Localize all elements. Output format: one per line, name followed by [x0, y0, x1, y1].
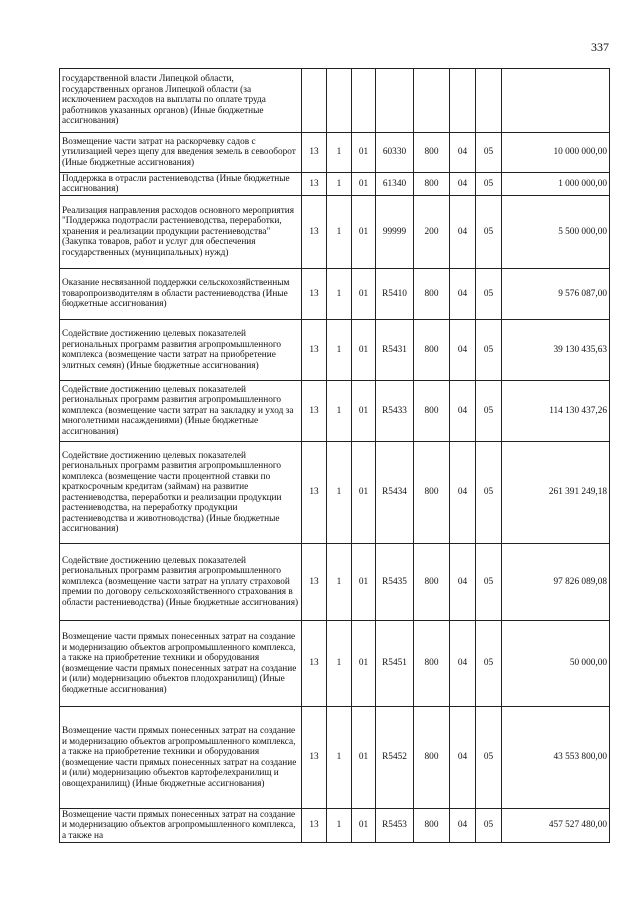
- row-code-cell: 800: [414, 621, 450, 707]
- table-row: [60, 381, 610, 442]
- row-code-cell: 01: [352, 809, 376, 843]
- row-code-cell: 1: [327, 442, 352, 544]
- row-code-cell: 04: [450, 133, 476, 173]
- row-code-cell: 01: [352, 707, 376, 809]
- row-code-cell: R5431: [376, 320, 414, 381]
- row-code-cell: 1: [327, 320, 352, 381]
- row-code-cell: 05: [476, 133, 502, 173]
- row-sum-cell: 5 500 000,00: [502, 196, 610, 269]
- row-code-cell: 1: [327, 381, 352, 442]
- row-code-cell: 01: [352, 173, 376, 196]
- row-code-cell: [414, 69, 450, 133]
- row-code-cell: 800: [414, 320, 450, 381]
- row-code-cell: 04: [450, 320, 476, 381]
- row-code-cell: 13: [302, 544, 327, 621]
- row-code-cell: R5452: [376, 707, 414, 809]
- row-code-cell: 800: [414, 173, 450, 196]
- row-code-cell: 1: [327, 196, 352, 269]
- row-sum-cell: 457 527 480,00: [502, 809, 610, 843]
- row-sum-cell: 261 391 249,18: [502, 442, 610, 544]
- row-code-cell: 13: [302, 442, 327, 544]
- row-name-cell: Содействие достижению целевых показателей региональных программ развития агропромышленного комплекса (возмещение части процентной ставки по краткосрочным кредитам (займам) на развитие растениеводства, переработки и реализации продукции растениеводства, на переработку продукции растениеводства и животноводства) (Иные бюджетные ассигнования): [60, 442, 302, 544]
- table-row: [60, 173, 610, 196]
- row-code-cell: 800: [414, 133, 450, 173]
- row-code-cell: 13: [302, 621, 327, 707]
- row-code-cell: [450, 69, 476, 133]
- row-code-cell: 800: [414, 809, 450, 843]
- row-code-cell: 1: [327, 621, 352, 707]
- row-name-cell: Реализация направления расходов основного мероприятия "Поддержка подотрасли растениеводства, переработки, хранения и реализации продукции растениеводства" (Закупка товаров, работ и услуг для обеспечения государственных (муниципальных) нужд): [60, 196, 302, 269]
- row-name-cell: Содействие достижению целевых показателей региональных программ развития агропромышленного комплекса (возмещение части затрат на приобретение элитных семян) (Иные бюджетные ассигнования): [60, 320, 302, 381]
- row-code-cell: 01: [352, 544, 376, 621]
- row-code-cell: 01: [352, 133, 376, 173]
- row-sum-cell: 97 826 089,08: [502, 544, 610, 621]
- table-row: [60, 621, 610, 707]
- row-code-cell: 99999: [376, 196, 414, 269]
- row-code-cell: 01: [352, 381, 376, 442]
- row-sum-cell: 1 000 000,00: [502, 173, 610, 196]
- row-code-cell: 60330: [376, 133, 414, 173]
- row-name-cell: Возмещение части прямых понесенных затрат на создание и модернизацию объектов агропромышленного комплекса, а также на приобретение техники и оборудования (возмещение части прямых понесенных затрат на создание и (или) модернизацию объектов плодохранилищ) (Иные бюджетные ассигнования): [60, 621, 302, 707]
- row-code-cell: 04: [450, 809, 476, 843]
- row-code-cell: 1: [327, 269, 352, 320]
- row-code-cell: 800: [414, 442, 450, 544]
- row-code-cell: 04: [450, 269, 476, 320]
- row-code-cell: 05: [476, 621, 502, 707]
- row-code-cell: R5453: [376, 809, 414, 843]
- row-code-cell: 04: [450, 621, 476, 707]
- row-code-cell: [476, 69, 502, 133]
- row-code-cell: 13: [302, 173, 327, 196]
- page-number: 337: [591, 40, 609, 54]
- table-row: [60, 269, 610, 320]
- row-code-cell: 01: [352, 320, 376, 381]
- row-code-cell: 61340: [376, 173, 414, 196]
- table-row: [60, 442, 610, 544]
- row-code-cell: 13: [302, 320, 327, 381]
- row-code-cell: 13: [302, 809, 327, 843]
- row-code-cell: [376, 69, 414, 133]
- row-code-cell: R5435: [376, 544, 414, 621]
- row-code-cell: 800: [414, 707, 450, 809]
- row-code-cell: [327, 69, 352, 133]
- row-sum-cell: 10 000 000,00: [502, 133, 610, 173]
- row-code-cell: 05: [476, 707, 502, 809]
- row-code-cell: 04: [450, 442, 476, 544]
- row-code-cell: 05: [476, 442, 502, 544]
- table-row: [60, 320, 610, 381]
- row-code-cell: 200: [414, 196, 450, 269]
- row-name-cell: Поддержка в отрасли растениеводства (Иные бюджетные ассигнования): [60, 173, 302, 196]
- row-name-cell: Содействие достижению целевых показателей региональных программ развития агропромышленного комплекса (возмещение части затрат на уплату страховой премии по договору сельскохозяйственного страхования в области растениеводства) (Иные бюджетные ассигнования): [60, 544, 302, 621]
- row-code-cell: 1: [327, 133, 352, 173]
- table-row: [60, 196, 610, 269]
- row-name-cell: Возмещение части прямых понесенных затрат на создание и модернизацию объектов агропромышленного комплекса, а также на приобретение техники и оборудования (возмещение части прямых понесенных затрат на создание и (или) модернизацию объектов картофелехранилищ и овощехранилищ) (Иные бюджетные ассигнования): [60, 707, 302, 809]
- row-code-cell: 05: [476, 173, 502, 196]
- row-code-cell: 13: [302, 707, 327, 809]
- row-code-cell: 13: [302, 196, 327, 269]
- row-sum-cell: 114 130 437,26: [502, 381, 610, 442]
- row-code-cell: 13: [302, 269, 327, 320]
- row-code-cell: 05: [476, 809, 502, 843]
- row-code-cell: 13: [302, 381, 327, 442]
- table-row: [60, 809, 610, 843]
- row-code-cell: 13: [302, 133, 327, 173]
- table-row: [60, 544, 610, 621]
- row-name-cell: Возмещение части прямых понесенных затрат на создание и модернизацию объектов агропромышленного комплекса, а также на: [60, 809, 302, 843]
- row-code-cell: 1: [327, 809, 352, 843]
- row-sum-cell: 39 130 435,63: [502, 320, 610, 381]
- row-name-cell: Возмещение части затрат на раскорчевку садов с утилизацией через щепу для введения земель в севооборот (Иные бюджетные ассигнования): [60, 133, 302, 173]
- row-code-cell: 1: [327, 707, 352, 809]
- row-code-cell: 05: [476, 381, 502, 442]
- row-code-cell: 05: [476, 544, 502, 621]
- row-code-cell: 1: [327, 173, 352, 196]
- row-code-cell: R5434: [376, 442, 414, 544]
- row-code-cell: 05: [476, 320, 502, 381]
- row-code-cell: 01: [352, 442, 376, 544]
- row-code-cell: [352, 69, 376, 133]
- row-code-cell: [302, 69, 327, 133]
- row-code-cell: R5410: [376, 269, 414, 320]
- row-code-cell: 05: [476, 196, 502, 269]
- row-code-cell: 04: [450, 196, 476, 269]
- row-code-cell: 04: [450, 381, 476, 442]
- row-code-cell: 04: [450, 544, 476, 621]
- row-name-cell: Оказание несвязанной поддержки сельскохозяйственным товаропроизводителям в области растениеводства (Иные бюджетные ассигнования): [60, 269, 302, 320]
- row-code-cell: 800: [414, 381, 450, 442]
- row-code-cell: R5433: [376, 381, 414, 442]
- row-code-cell: 01: [352, 196, 376, 269]
- row-sum-cell: 9 576 087,00: [502, 269, 610, 320]
- row-code-cell: 04: [450, 707, 476, 809]
- row-code-cell: 01: [352, 269, 376, 320]
- row-name-cell: Содействие достижению целевых показателей региональных программ развития агропромышленного комплекса (возмещение части затрат на закладку и уход за многолетними насаждениями) (Иные бюджетные ассигнования): [60, 381, 302, 442]
- row-sum-cell: [502, 69, 610, 133]
- row-name-cell: государственной власти Липецкой области, государственных органов Липецкой области (за исключением расходов на выплаты по оплате труда работников указанных органов) (Иные бюджетные ассигнования): [60, 69, 302, 133]
- row-code-cell: 800: [414, 269, 450, 320]
- table-row: [60, 133, 610, 173]
- row-code-cell: 05: [476, 269, 502, 320]
- row-code-cell: 800: [414, 544, 450, 621]
- budget-table: [59, 68, 610, 843]
- row-code-cell: 04: [450, 173, 476, 196]
- table-row: [60, 707, 610, 809]
- row-code-cell: 1: [327, 544, 352, 621]
- row-code-cell: 01: [352, 621, 376, 707]
- row-sum-cell: 43 553 800,00: [502, 707, 610, 809]
- table-row: [60, 69, 610, 133]
- row-sum-cell: 50 000,00: [502, 621, 610, 707]
- row-code-cell: R5451: [376, 621, 414, 707]
